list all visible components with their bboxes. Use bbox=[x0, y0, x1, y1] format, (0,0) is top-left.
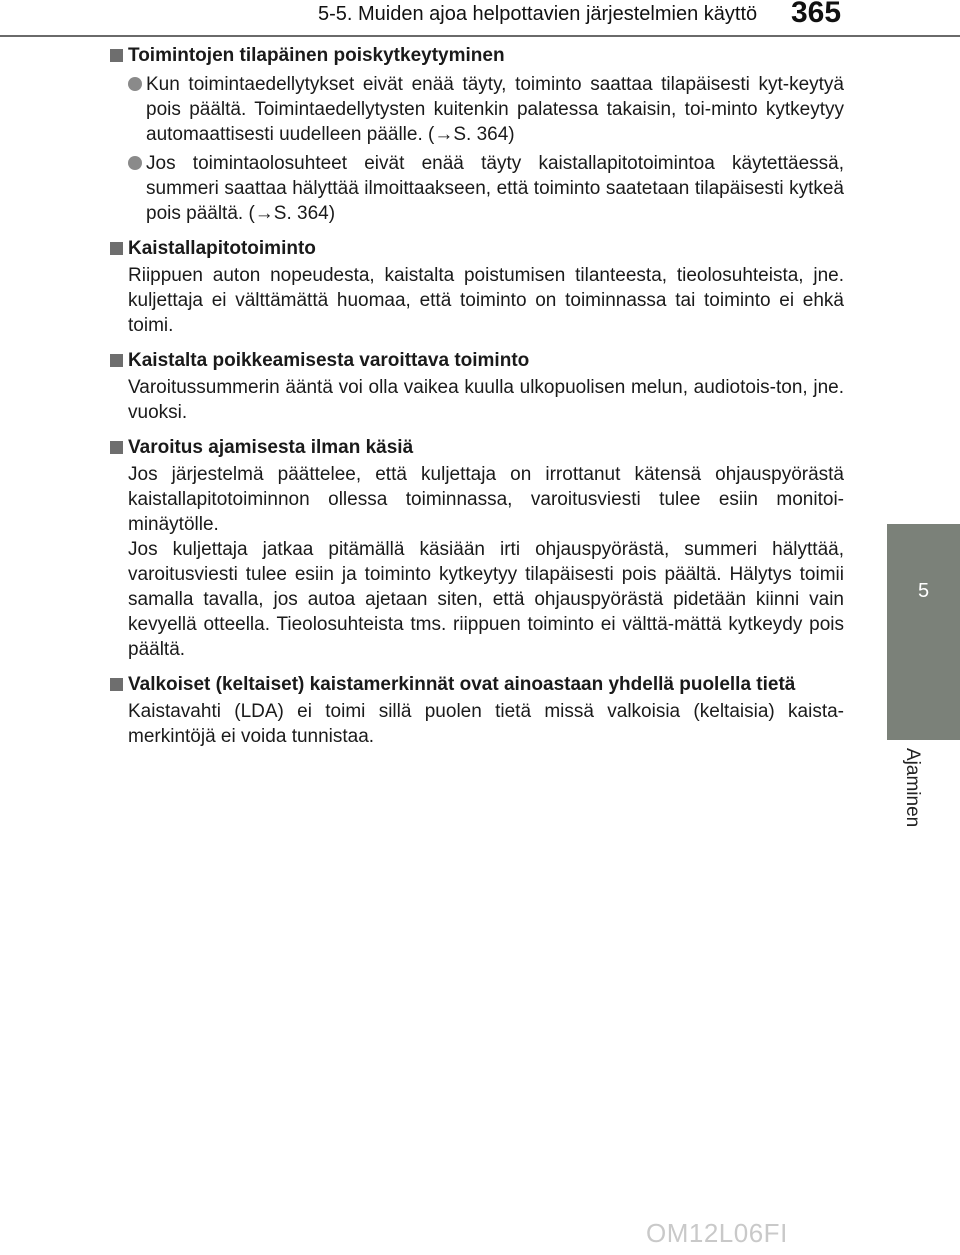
square-bullet-icon bbox=[110, 354, 123, 367]
chapter-tab bbox=[887, 524, 960, 740]
chapter-label: Ajaminen bbox=[902, 748, 923, 828]
section-title: 5-5. Muiden ajoa helpottavien järjestelmien käyttö bbox=[318, 3, 758, 25]
bullet-item: Jos toimintaolosuhteet eivät enää täyty kaistallapitotoimintoa käytettäessä, summeri saattaa hälyttää ilmoittaakseen, että toiminto saatetaan tilapäisesti kytkeä pois päältä. (→S. 364) bbox=[128, 151, 844, 226]
square-bullet-icon bbox=[110, 242, 123, 255]
section-paragraph: Varoitussummerin ääntä voi olla vaikea kuulla ulkopuolisen melun, audiotois-ton, jne. vuoksi. bbox=[128, 377, 844, 423]
header-divider bbox=[0, 35, 960, 37]
chapter-label-container bbox=[887, 748, 960, 898]
section-lane-departure-warning bbox=[108, 347, 844, 425]
page-header bbox=[0, 0, 960, 40]
section-one-side-markings bbox=[108, 671, 844, 749]
section-temporary-disable bbox=[108, 42, 844, 226]
section-heading: Kaistalta poikkeamisesta varoittava toiminto bbox=[108, 347, 844, 375]
section-lane-keeping bbox=[108, 235, 844, 338]
section-paragraph: Jos järjestelmä päättelee, että kuljettaja on irrottanut kätensä ohjauspyörästä kaistallapitotoiminnon ollessa toiminnassa, varoitusviesti tulee esiin monitoi-minäytölle. bbox=[128, 464, 844, 535]
section-paragraph: Jos kuljettaja jatkaa pitämällä käsiään irti ohjauspyörästä, summeri hälyttää, varoitusviesti tulee esiin ja toiminto kytkeytyy tilapäisesti pois päältä. Hälytys toimii samalla tavalla, jos autoa ajetaan siten, että ohjauspyörästä pidetään kiinni vain kevyellä otteella. Tieolosuhteista tms. riippuen toiminto ei välttä-mättä kytkeydy pois päältä. bbox=[128, 539, 844, 660]
watermark: OM12L06FI bbox=[646, 1218, 788, 1248]
square-bullet-icon bbox=[110, 49, 123, 62]
section-heading: Varoitus ajamisesta ilman käsiä bbox=[108, 434, 844, 462]
bullet-item: Kun toimintaedellytykset eivät enää täyty, toiminto saattaa tilapäisesti kyt-keytyä pois päältä. Toimintaedellytysten kuitenkin palatessa takaisin, toi-minto kytkeytyy automaattisesti uudelleen päälle. (→S. 364) bbox=[128, 72, 844, 147]
section-heading: Valkoiset (keltaiset) kaistamerkinnät ovat ainoastaan yhdellä puolella tietä bbox=[108, 671, 844, 699]
round-bullet-icon bbox=[128, 77, 142, 91]
page-content bbox=[108, 42, 844, 749]
round-bullet-icon bbox=[128, 156, 142, 170]
section-paragraph: Kaistavahti (LDA) ei toimi sillä puolen tietä missä valkoisia (keltaisia) kaista-merkintöjä ei voida tunnistaa. bbox=[128, 701, 844, 747]
chapter-number: 5 bbox=[917, 580, 930, 602]
square-bullet-icon bbox=[110, 678, 123, 691]
page-number: 365 bbox=[791, 0, 842, 29]
section-hands-off-warning bbox=[108, 434, 844, 662]
section-heading: Kaistallapitotoiminto bbox=[108, 235, 844, 263]
square-bullet-icon bbox=[110, 441, 123, 454]
section-heading: Toimintojen tilapäinen poiskytkeytyminen bbox=[108, 42, 844, 70]
section-paragraph: Riippuen auton nopeudesta, kaistalta poistumisen tilanteesta, tieolosuhteista, jne. kuljettaja ei välttämättä huomaa, että toiminto on toiminnassa tai toiminto ei ehkä toimi. bbox=[128, 265, 844, 336]
